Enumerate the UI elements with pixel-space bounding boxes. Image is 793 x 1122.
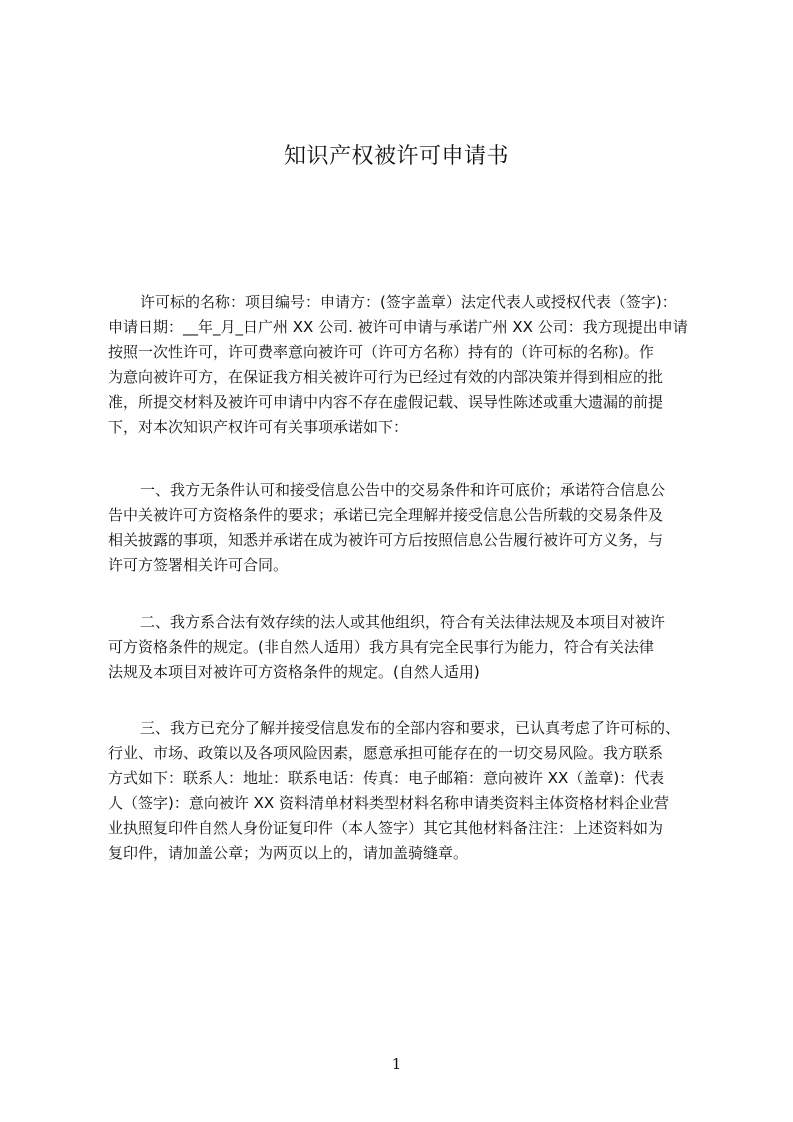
paragraph-line: 二、我方系合法有效存续的法人或其他组织，符合有关法律法规及本项目对被许: [140, 613, 666, 631]
paragraph-line: 三、我方已充分了解并接受信息发布的全部内容和要求，已认真考虑了许可标的、: [140, 719, 681, 737]
paragraph-line: 准，所提交材料及被许可申请中内容不存在虚假记载、误导性陈述或重大遗漏的前提: [108, 393, 664, 411]
paragraph-line: 一、我方无条件认可和接受信息公告中的交易条件和许可底价；承诺符合信息公: [140, 481, 666, 499]
paragraph-line: 人（签字)：意向被许 XX 资料清单材料类型材料名称申请类资料主体资格材料企业营: [108, 794, 669, 812]
paragraph-line: 下，对本次知识产权许可有关事项承诺如下：: [108, 418, 409, 436]
paragraph-line: 告中关被许可方资格条件的要求；承诺已完全理解并接受信息公告所载的交易条件及: [108, 506, 664, 524]
page-number: 1: [391, 1055, 402, 1073]
paragraph-commitment-2: [108, 610, 698, 685]
paragraph-line: 为意向被许可方，在保证我方相关被许可行为已经过有效的内部决策并得到相应的批: [108, 368, 664, 386]
paragraph-line: 按照一次性许可，许可费率意向被许可（许可方名称）持有的（许可标的名称)。作: [108, 343, 654, 361]
paragraph-line: 业执照复印件自然人身份证复印件（本人签字）其它其他材料备注注：上述资料如为: [108, 819, 664, 837]
paragraph-line: 许可方签署相关许可合同。: [108, 556, 289, 574]
paragraph-line: 方式如下：联系人：地址：联系电话：传真：电子邮箱：意向被许 XX（盖章)：代表: [108, 769, 665, 787]
paragraph-line: 相关披露的事项，知悉并承诺在成为被许可方后按照信息公告履行被许可方义务，与: [108, 531, 664, 549]
paragraph-application-intro: [108, 290, 698, 440]
paragraph-line: 申请日期：__年_月_日广州 XX 公司. 被许可申请与承诺广州 XX 公司：我方现提出申请: [108, 318, 688, 336]
paragraph-line: 法规及本项目对被许可方资格条件的规定。(自然人适用): [108, 663, 480, 681]
paragraph-line: 许可标的名称：项目编号：申请方：(签字盖章）法定代表人或授权代表（签字)：: [140, 293, 677, 311]
paragraph-commitment-1: [108, 478, 698, 578]
paragraph-commitment-3: [108, 716, 698, 866]
paragraph-line: 可方资格条件的规定。(非自然人适用）我方具有完全民事行为能力，符合有关法律: [108, 638, 654, 656]
document-title: 知识产权被许可申请书: [283, 144, 509, 169]
paragraph-line: 复印件，请加盖公章；为两页以上的，请加盖骑缝章。: [108, 844, 469, 862]
paragraph-line: 行业、市场、政策以及各项风险因素，愿意承担可能存在的一切交易风险。我方联系: [108, 744, 664, 762]
